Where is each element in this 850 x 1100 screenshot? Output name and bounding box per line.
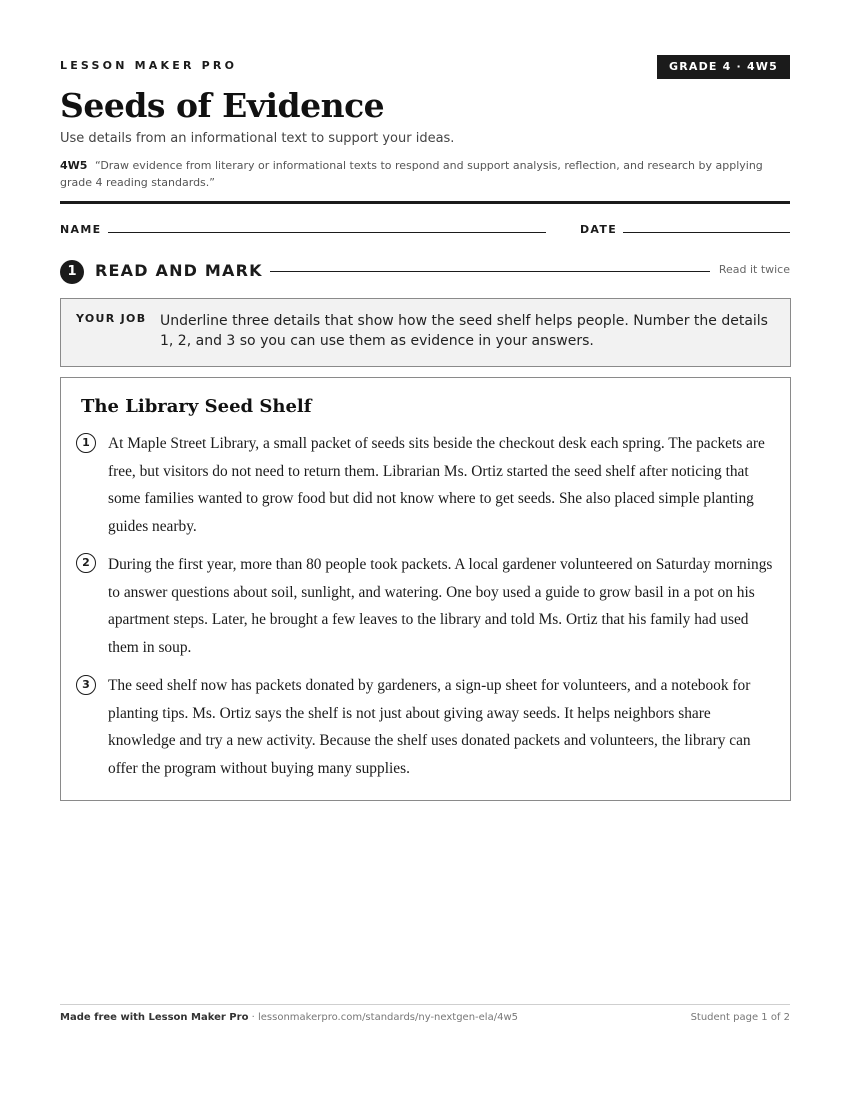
date-label: DATE xyxy=(580,223,618,236)
name-field[interactable] xyxy=(108,232,546,233)
instructions-box xyxy=(60,298,791,367)
paragraph-number-3: 3 xyxy=(76,675,96,695)
standard-text: “Draw evidence from literary or informational texts to respond and support analysis, reflection, and research by applying grade 4 reading standards.” xyxy=(60,159,763,189)
paragraph-2: During the first year, more than 80 people took packets. A local gardener volunteered on Saturday mornings to answer questions about soil, sunlight, and watering. One boy used a guide to grow basil in a pot on his apartment steps. Later, he brought a few leaves to the library and told Ms. Ortiz that his family had used them in soup. xyxy=(108,556,773,656)
instructions-text: Underline three details that show how the seed shelf helps people. Number the details 1, 2, and 3 so you can use them as evidence in your answers. xyxy=(160,313,768,349)
standard-description xyxy=(60,157,790,191)
header-divider xyxy=(60,201,790,204)
instructions-label: YOUR JOB xyxy=(76,312,147,325)
step-divider xyxy=(270,271,710,272)
paragraph-1: At Maple Street Library, a small packet of seeds sits beside the checkout desk each spring. The packets are free, but visitors do not need to return them. Librarian Ms. Ortiz started the seed shelf after noticing that some families wanted to grow food but did not know where to get seeds. She also placed simple planting guides nearby. xyxy=(108,435,765,535)
step-number-badge: 1 xyxy=(60,260,84,284)
paragraph-3: The seed shelf now has packets donated by gardeners, a sign-up sheet for volunteers, and a notebook for planting tips. Ms. Ortiz says the shelf is not just about giving away seeds. It helps neighbors share knowledge and try a new activity. Because the shelf uses donated packets and volunteers, the library can offer the program without buying many supplies. xyxy=(108,677,751,777)
footer-credit xyxy=(60,1012,518,1023)
footer-page-number: Student page 1 of 2 xyxy=(690,1012,790,1023)
footer-divider xyxy=(60,1004,790,1005)
step-note: Read it twice xyxy=(718,263,790,276)
footer-made-with: Made free with Lesson Maker Pro xyxy=(60,1012,249,1023)
name-label: NAME xyxy=(60,223,102,236)
footer-url[interactable]: · lessonmakerpro.com/standards/ny-nextgen-ela/4w5 xyxy=(248,1012,518,1023)
reading-passage xyxy=(60,377,791,801)
paragraph-number-1: 1 xyxy=(76,433,96,453)
page-subtitle: Use details from an informational text to support your ideas. xyxy=(60,131,455,146)
page-title: Seeds of Evidence xyxy=(60,86,385,125)
brand-name: LESSON MAKER PRO xyxy=(60,59,238,72)
date-field[interactable] xyxy=(623,232,790,233)
paragraph-number-2: 2 xyxy=(76,553,96,573)
standard-code: 4W5 xyxy=(60,159,88,172)
step-title: READ AND MARK xyxy=(95,261,263,280)
grade-badge: GRADE 4 · 4W5 xyxy=(657,55,790,79)
passage-title: The Library Seed Shelf xyxy=(81,396,312,417)
